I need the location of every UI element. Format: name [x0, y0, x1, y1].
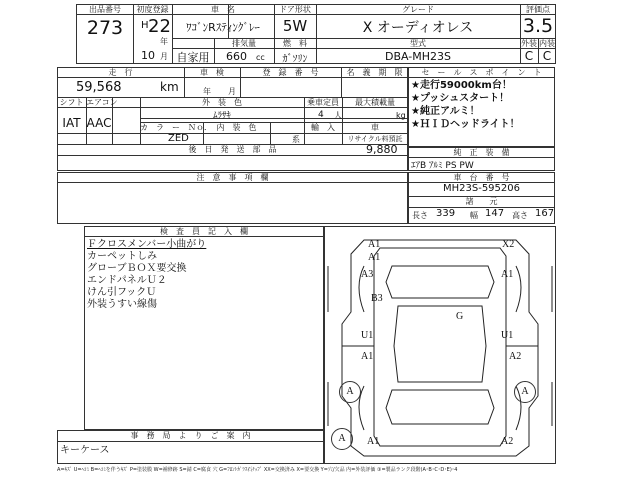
notes-title: 注 意 事 項 欄 — [196, 173, 269, 182]
mileage-label: 走 行 — [108, 68, 133, 77]
tire-mark: A — [331, 428, 353, 450]
grade: X オーディオレス — [362, 20, 474, 36]
car-damage-diagram — [324, 226, 556, 464]
interior-color-label: 内 装 色 — [216, 123, 257, 132]
damage-mark: A3 — [361, 269, 374, 280]
damage-mark: U1 — [501, 330, 514, 341]
transmission: IAT — [62, 116, 81, 130]
sales-points-title: セ ー ル ス ポ イ ン ト — [421, 68, 542, 77]
color-number-label: カ ラ ー Ｎｏ． — [140, 123, 212, 132]
damage-mark: A1 — [361, 351, 374, 362]
capacity-unit: 人 — [334, 111, 342, 120]
chassis-number: MH23S-595206 — [442, 183, 520, 194]
damage-mark: A1 — [367, 436, 380, 447]
inspection-line: Ｆクロスメンバー小曲がり — [87, 239, 207, 250]
inspection-year-unit: 年 — [203, 87, 211, 96]
lot-number: 273 — [86, 17, 124, 39]
registration-month: 10 — [141, 49, 155, 62]
car-name-label: 車 名 — [211, 5, 235, 14]
inspection-line: 外装うすい線傷 — [87, 299, 157, 310]
damage-mark: A1 — [368, 239, 381, 250]
inspection-line: けん引フックＵ — [87, 287, 157, 298]
inspection-line: エンドパネルＵ２ — [87, 275, 167, 286]
car-name: ﾜｺﾞﾝRｽﾃｨﾝｸﾞﾚｰ — [186, 21, 260, 34]
damage-mark: A1 — [501, 269, 514, 280]
doors-label: ドア形状 — [279, 5, 311, 14]
inspection-label: 車 検 — [200, 68, 224, 77]
width-label: 幅 — [470, 211, 478, 220]
aircon: AAC — [86, 116, 112, 130]
width: 147 — [485, 208, 505, 219]
model-code: DBA-MH23S — [384, 50, 451, 63]
score-label: 評価点 — [526, 5, 550, 14]
usage-type: 自家用 — [176, 51, 210, 64]
mileage-unit: km — [160, 80, 179, 94]
damage-mark: A2 — [509, 351, 522, 362]
model-code-label: 型式 — [410, 39, 426, 48]
capacity: 4 — [318, 110, 324, 120]
max-load-label: 最大積載量 — [355, 98, 395, 107]
month-unit: 月 — [160, 52, 168, 61]
damage-mark: U1 — [361, 330, 374, 341]
exterior-grade: C — [524, 49, 534, 63]
length: 339 — [436, 208, 456, 219]
legend-text: A=ｷｽﾞ U=ﾍｺﾐ B=ﾍｺﾐを伴うｷｽﾞ P=塗装膜 W=補修跡 S=錆 C=腐食 穴 G=ﾌﾛﾝﾄｶﾞﾗｽ石ﾁｯﾌﾟ XX=交換済み X=要交換 Y=穴/欠品 内=外装評価 ③=製品ランク段階(A･B･C･D･E)･4 — [57, 467, 458, 473]
sales-point: ★プッシュスタート！ — [411, 93, 510, 104]
tire-mark: A — [339, 381, 361, 403]
fuel-type: ｶﾞｿﾘﾝ — [282, 54, 308, 65]
damage-mark: X2 — [502, 239, 515, 250]
height: 167 — [535, 208, 555, 219]
specs-title: 諸 元 — [465, 197, 498, 206]
color-number: ZED — [168, 133, 189, 144]
displacement: 660 — [226, 50, 247, 63]
recycle-label: リサイクル料預託 — [347, 135, 403, 143]
owner-term-label: 名 義 期 限 — [346, 68, 403, 77]
equipment-title: 純 正 装 備 — [453, 148, 510, 157]
retrofit-label: 後 日 発 送 部 品 — [188, 145, 277, 154]
height-label: 高さ — [512, 211, 528, 220]
mileage: 59,568 — [76, 80, 122, 95]
lot-number-label: 出品番号 — [89, 5, 121, 14]
capacity-label: 乗車定員 — [307, 98, 339, 107]
sales-point: ★ＨＩＤヘッドライト！ — [411, 119, 520, 130]
displacement-unit: cc — [256, 53, 265, 62]
evaluation-score: 3.5 — [522, 15, 554, 37]
interior-grade: C — [542, 49, 552, 63]
registration-year: 22 — [148, 16, 171, 37]
length-label: 長さ — [412, 211, 428, 220]
exterior-grade-label: 外装 — [521, 39, 537, 48]
first-registration-label: 初度登録 — [136, 5, 169, 14]
tire-mark: A — [514, 381, 536, 403]
fuel-label: 燃 料 — [283, 39, 307, 48]
door-type: 5W — [282, 17, 308, 35]
interior-grade-label: 内装 — [539, 39, 555, 48]
inspection-line: カーペットしみ — [87, 251, 157, 262]
inspector-title: 検 査 員 記 入 欄 — [160, 227, 248, 236]
damage-mark: A1 — [368, 252, 381, 263]
sales-point: ★走行59000km台！ — [411, 80, 512, 91]
damage-mark: G — [456, 311, 464, 322]
recycle-fee: 9,880 — [366, 143, 398, 156]
retrofit-unit: 系 — [292, 135, 300, 144]
exterior-color: ﾑﾗｻｷ — [212, 111, 231, 121]
inspection-line: グローブＢＯＸ要交換 — [87, 263, 187, 274]
office-note: キーケース — [60, 445, 110, 456]
sales-point: ★純正アルミ！ — [411, 106, 480, 117]
max-load-unit: kg — [396, 111, 406, 120]
import-label: 輸 入 — [311, 123, 335, 132]
equipment-list: ｴｱB ｱﾙﾐ PS PW — [411, 161, 474, 171]
shift-label: シフト — [59, 98, 84, 107]
aircon-label: エアコン — [86, 98, 118, 107]
registration-number-label: 登 録 番 号 — [262, 68, 319, 77]
grade-label: グレード — [402, 5, 434, 14]
exterior-color-label: 外 装 色 — [202, 98, 242, 107]
damage-mark: B3 — [371, 293, 383, 304]
office-title: 事 務 局 よ り ご 案 内 — [130, 431, 251, 440]
inspection-month-unit: 月 — [228, 87, 236, 96]
year-unit: 年 — [160, 37, 168, 46]
damage-mark: A2 — [501, 436, 514, 447]
chassis-title: 車 台 番 号 — [453, 173, 510, 182]
era-letter: H — [141, 20, 149, 31]
displacement-label: 排気量 — [232, 39, 256, 48]
import-unit: 車 — [371, 123, 379, 132]
